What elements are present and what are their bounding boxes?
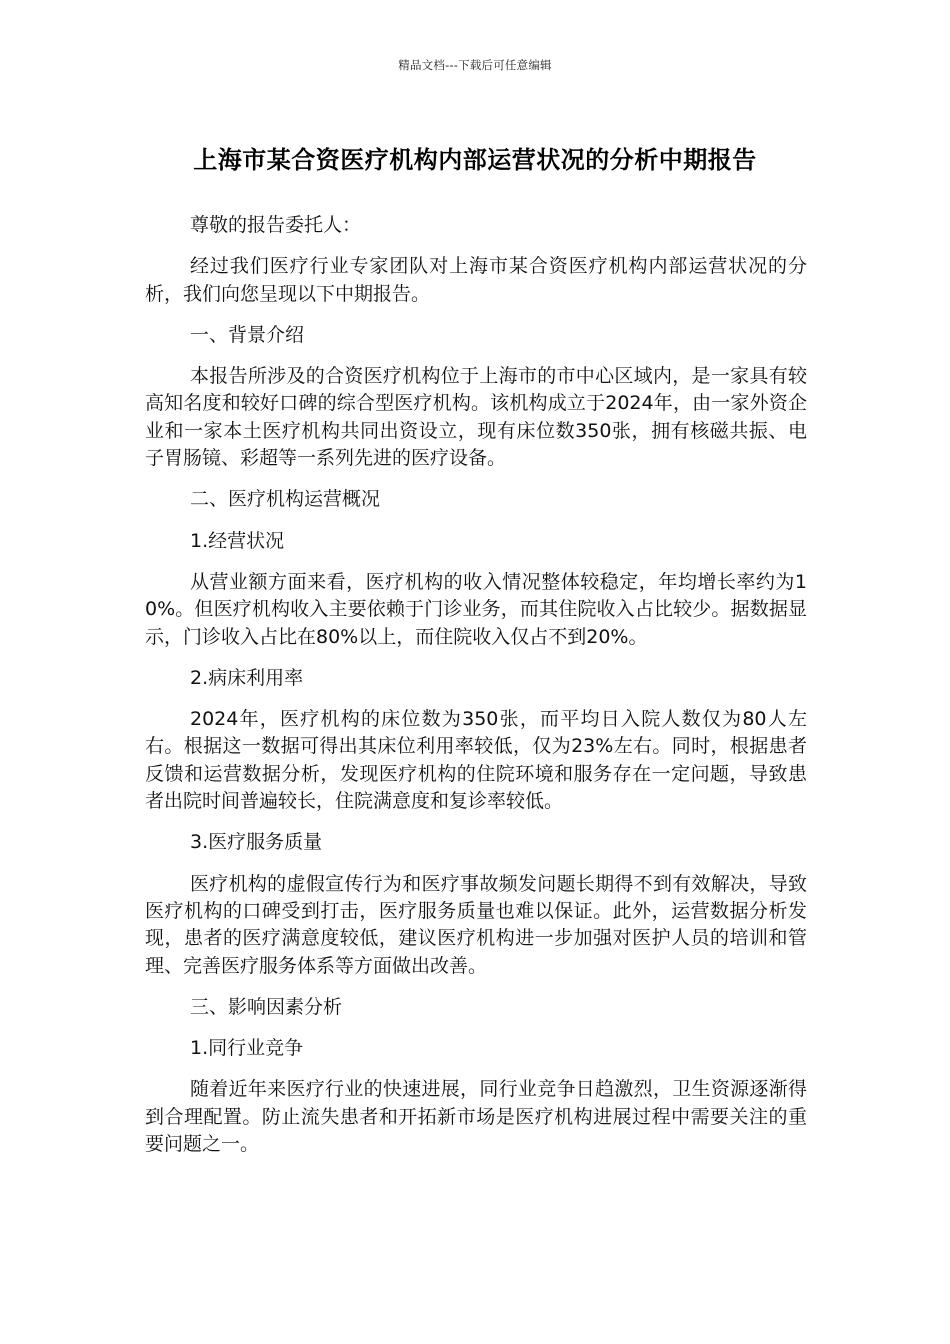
page-header-watermark: 精品文档---下载后可任意编辑	[398, 58, 552, 72]
subheading-bed-utilization: 2.病床利用率	[190, 666, 304, 689]
document-body	[145, 212, 807, 1172]
section-heading-overview: 二、医疗机构运营概况	[190, 488, 381, 511]
service-quality-paragraph: 医疗机构的虚假宣传行为和医疗事故频发问题长期得不到有效解决，导致医疗机构的口碑受到打击，医疗服务质量也难以保证。此外，运营数据分析发现，患者的医疗满意度较低，建议医疗机构进一步加强对医护人员的培训和管理、完善医疗服务体系等方面做出改善。	[145, 872, 807, 977]
section-heading-background: 一、背景介绍	[190, 323, 305, 346]
intro-paragraph: 经过我们医疗行业专家团队对上海市某合资医疗机构内部运营状况的分析，我们向您呈现以下中期报告。	[145, 255, 807, 305]
competition-paragraph: 随着近年来医疗行业的快速进展，同行业竞争日趋激烈，卫生资源逐渐得到合理配置。防止流失患者和开拓新市场是医疗机构进展过程中需要关注的重要问题之一。	[145, 1078, 807, 1156]
subheading-service-quality: 3.医疗服务质量	[190, 831, 323, 854]
salutation: 尊敬的报告委托人：	[190, 214, 362, 236]
subheading-competition: 1.同行业竞争	[190, 1037, 304, 1060]
section-heading-factors: 三、影响因素分析	[190, 995, 343, 1018]
background-paragraph: 本报告所涉及的合资医疗机构位于上海市的市中心区域内，是一家具有较高知名度和较好口碑的综合型医疗机构。该机构成立于2024年，由一家外资企业和一家本土医疗机构共同出资设立，现有床位数350张，拥有核磁共振、电子胃肠镜、彩超等一系列先进的医疗设备。	[145, 365, 807, 470]
bed-utilization-paragraph: 2024年，医疗机构的床位数为350张，而平均日入院人数仅为80人左右。根据这一数据可得出其床位利用率较低，仅为23%左右。同时，根据患者反馈和运营数据分析，发现医疗机构的住院环境和服务存在一定问题，导致患者出院时间普遍较长，住院满意度和复诊率较低。	[145, 708, 807, 813]
business-status-paragraph: 从营业额方面来看，医疗机构的收入情况整体较稳定，年均增长率约为10%。但医疗机构收入主要依赖于门诊业务，而其住院收入占比较少。据数据显示，门诊收入占比在80%以上，而住院收入仅占不到20%。	[145, 570, 807, 648]
subheading-business-status: 1.经营状况	[190, 529, 285, 552]
document-title: 上海市某合资医疗机构内部运营状况的分析中期报告	[193, 146, 757, 174]
